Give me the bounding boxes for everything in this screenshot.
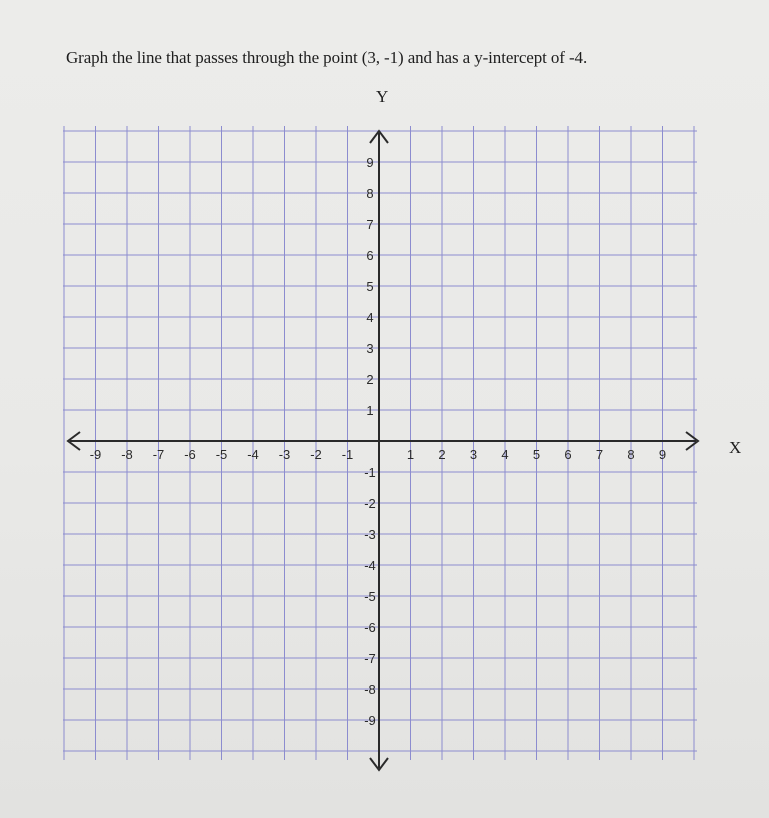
y-tick-label: 8 [366,186,374,201]
y-tick-label: -8 [364,682,376,697]
y-tick-label: 2 [366,372,374,387]
x-tick-label: -3 [278,447,291,462]
x-tick-label: -1 [341,447,354,462]
x-tick-label: 2 [438,447,446,462]
y-tick-label: 6 [366,248,374,263]
x-tick-label: -6 [184,447,196,462]
x-axis-name: X [729,438,742,457]
y-tick-label: 1 [366,403,374,418]
y-tick-label: -5 [364,589,376,604]
x-tick-label: -8 [121,447,133,462]
x-tick-label: -4 [247,447,259,462]
y-tick-label: -9 [364,713,376,728]
y-axis-name: Y [376,87,389,106]
x-tick-labels [90,447,666,462]
y-tick-label: -2 [364,496,376,511]
y-tick-label: -4 [364,558,376,573]
x-tick-label: 9 [658,447,667,462]
x-tick-label: 5 [532,447,541,462]
x-tick-label: 7 [595,447,604,462]
x-tick-label: 8 [627,447,635,462]
x-tick-label: 1 [406,447,415,462]
x-tick-label: -9 [89,447,102,462]
y-tick-label: 9 [366,155,374,170]
y-tick-label: 4 [366,310,374,325]
x-tick-label: 4 [501,447,509,462]
y-tick-label: 5 [366,279,374,294]
y-tick-label: 3 [366,341,374,356]
y-tick-label: -1 [364,465,376,480]
x-tick-label: 6 [564,447,572,462]
x-tick-label: -7 [152,447,165,462]
x-tick-label: 3 [469,447,478,462]
y-tick-label: -7 [364,651,376,666]
y-tick-label: -6 [364,620,376,635]
x-tick-label: -2 [310,447,322,462]
x-tick-label: -5 [215,447,228,462]
question-text: Graph the line that passes through the point (3, -1) and has a y-intercept of -4. [66,48,588,67]
y-tick-label: 7 [366,217,374,232]
y-tick-label: -3 [364,527,376,542]
